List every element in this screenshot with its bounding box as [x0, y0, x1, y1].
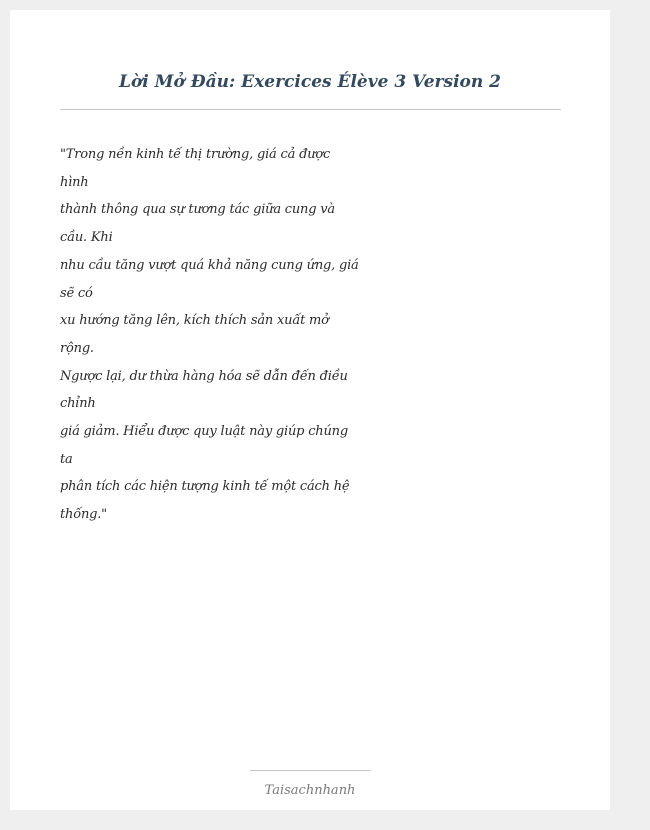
body-line: hình [60, 174, 89, 190]
body-line: ta [60, 451, 73, 467]
body-line: phân tích các hiện tượng kinh tế một cách hệ [60, 479, 350, 495]
page-title: Lời Mở Đầu: Exercices Élève 3 Version 2 [119, 72, 501, 92]
body-line: "Trong nền kinh tế thị trường, giá cả được [60, 147, 331, 162]
footer-text: Taisachnhanh [264, 783, 356, 798]
body-line: giá giảm. Hiểu được quy luật này giúp chúng [60, 424, 348, 440]
body-line: xu hướng tăng lên, kích thích sản xuất mở [60, 313, 329, 329]
body-text [60, 141, 360, 529]
body-line: nhu cầu tăng vượt quá khả năng cung ứng, giá [60, 257, 359, 273]
body-line: cầu. Khi [60, 230, 113, 246]
title-divider [60, 109, 561, 110]
body-line: rộng. [60, 340, 94, 356]
body-line: Ngược lại, dư thừa hàng hóa sẽ dẫn đến điều [60, 368, 348, 384]
body-line: sẽ có [60, 285, 93, 301]
body-line: thành thông qua sự tương tác giữa cung và [60, 202, 335, 218]
document-page [10, 10, 610, 810]
body-line: thống." [60, 507, 107, 523]
footer-divider [250, 770, 371, 771]
body-line: chỉnh [60, 396, 96, 412]
